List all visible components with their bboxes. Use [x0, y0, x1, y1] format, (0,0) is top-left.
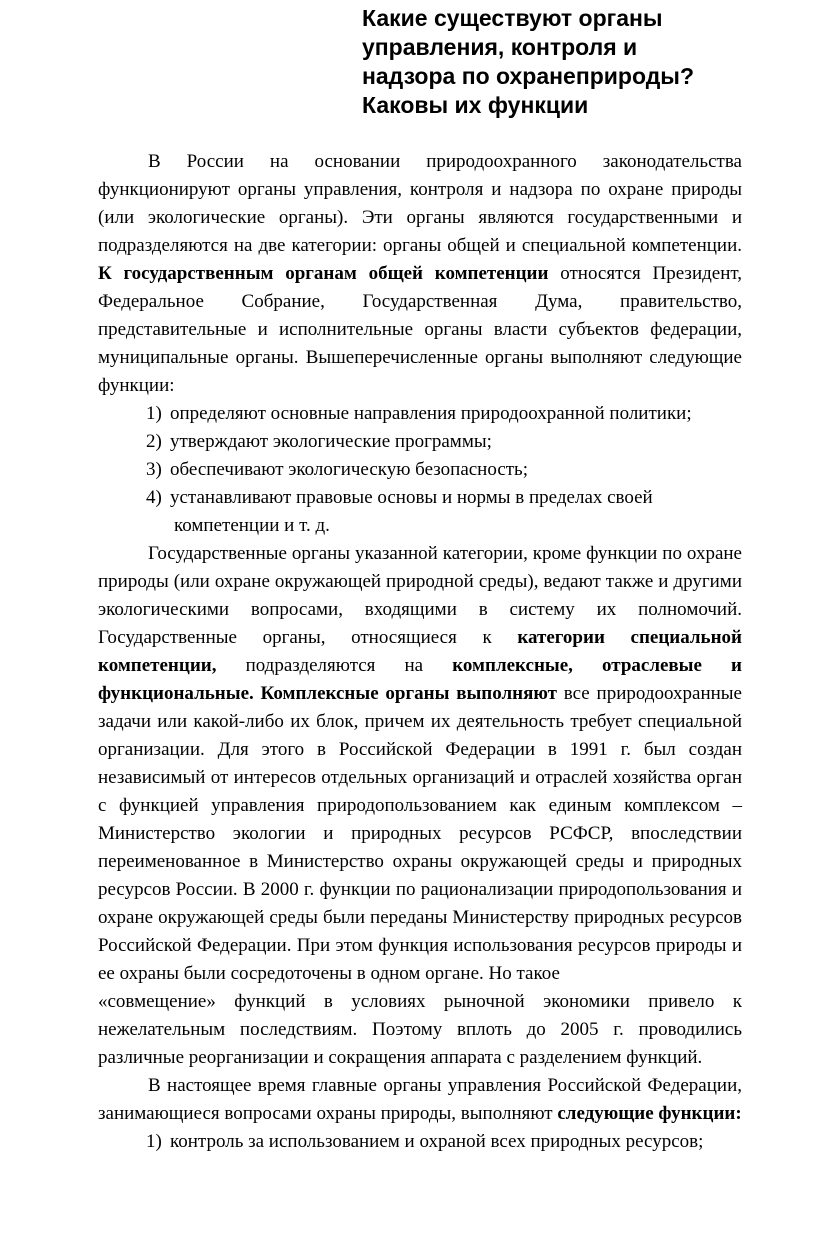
bold-phrase: следующие функции:	[557, 1103, 742, 1124]
title-line: надзора по охранеприроды?	[362, 63, 694, 89]
list-number: 1)	[146, 1131, 162, 1152]
list-item	[98, 400, 742, 428]
paragraph-categories	[98, 540, 742, 988]
list-item	[98, 1128, 742, 1156]
list-number: 1)	[146, 403, 162, 424]
main-functions-list	[98, 1128, 742, 1156]
list-text: определяют основные направления природоохранной политики;	[170, 403, 692, 424]
paragraph-text: подразделяются на	[216, 655, 453, 676]
list-number: 2)	[146, 431, 162, 452]
functions-list	[98, 400, 742, 540]
list-number: 3)	[146, 459, 162, 480]
title-line: управления, контроля и	[362, 34, 638, 60]
paragraph-text: В России на основании природоохранного законодательства функционируют органы управления, контроля и надзора по охране природы (или экологические органы). Эти органы являются государственными и подразделяются на две категории: органы общей и специальной компетенции.	[98, 151, 742, 256]
list-text: контроль за использованием и охраной всех природных ресурсов;	[170, 1131, 704, 1152]
title-line: Какие существуют органы	[362, 5, 663, 31]
paragraph-intro	[98, 148, 742, 400]
bold-phrase: категории специальной компетенции,	[98, 627, 742, 676]
paragraph-combination: «совмещение» функций в условиях рыночной экономики привело к нежелательным последствиям. Поэтому вплоть до 2005 г. проводились различные реорганизации и сокращения аппарата с разделением функций.	[98, 991, 742, 1068]
list-text: обеспечивают экологическую безопасность;	[170, 459, 529, 480]
list-text: устанавливают правовые основы и нормы в пределах своей	[170, 487, 653, 508]
page-title	[362, 4, 782, 120]
paragraph-text: Государственные органы указанной категории, кроме функции по охране природы (или охране окружающей природной среды), ведают также и другими экологическими вопросами, входящими в систему их полномочий. Государственные органы, относящиеся к	[98, 543, 742, 648]
list-item	[98, 456, 742, 484]
list-text: утверждают экологические программы;	[170, 431, 492, 452]
paragraph-current	[98, 1072, 742, 1128]
title-line: Каковы их функции	[362, 92, 589, 118]
document-body	[98, 148, 742, 1156]
list-item	[98, 428, 742, 456]
list-item	[98, 484, 742, 540]
list-number: 4)	[146, 487, 162, 508]
bold-phrase: комплексные, отраслевые и функциональные. Комплексные органы выполняют	[98, 655, 742, 704]
paragraph-text: относятся Президент, Федеральное Собрание, Государственная Дума, правительство, представительные и исполнительные органы власти субъектов федерации, муниципальные органы. Вышеперечисленные органы выполняют следующие функции:	[98, 263, 742, 396]
paragraph-text: В настоящее время главные органы управления Российской Федерации, занимающиеся вопросами охраны природы, выполняют	[98, 1075, 742, 1124]
list-text-continuation: компетенции и т. д.	[174, 515, 330, 536]
bold-phrase: К государственным органам общей компетенции	[98, 263, 549, 284]
paragraph-text: все природоохранные задачи или какой-либо их блок, причем их деятельность требует специальной организации. Для этого в Российской Федерации в 1991 г. был создан независимый от интересов отдельных организаций и отраслей хозяйства орган с функцией управления природопользованием как единым комплексом – Министерство экологии и природных ресурсов РСФСР, впоследствии переименованное в Министерство охраны окружающей среды и природных ресурсов России. В 2000 г. функции по рационализации природопользования и охране окружающей среды были переданы Министерству природных ресурсов Российской Федерации. При этом функция использования ресурсов природы и ее охраны были сосредоточены в одном органе. Но такое	[98, 683, 742, 984]
